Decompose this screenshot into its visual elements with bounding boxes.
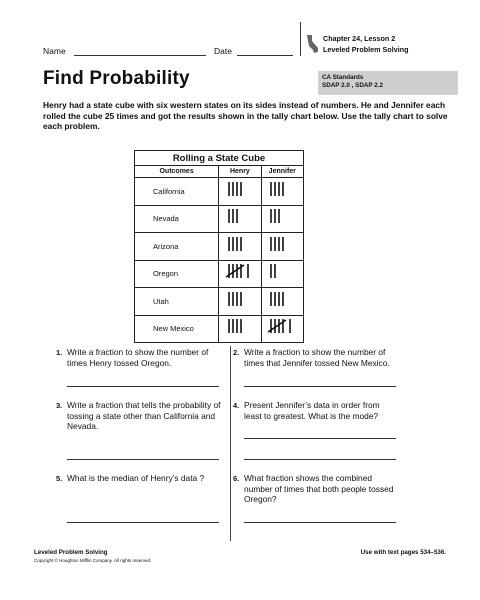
answer-line-2[interactable]	[244, 386, 396, 387]
question-6-number: 6.	[233, 474, 240, 483]
question-1-text: Write a fraction to show the number of times Henry tossed Oregon.	[67, 347, 209, 368]
outcome-label: California	[135, 178, 219, 206]
question-5-text: What is the median of Henry’s data ?	[67, 473, 205, 483]
footer-right: Use with text pages 534–536.	[360, 549, 446, 556]
subtitle-label: Leveled Problem Solving	[323, 45, 409, 54]
standards-codes: SDAP 2.0 , SDAP 2.2	[322, 82, 384, 89]
answer-line-6[interactable]	[244, 522, 396, 523]
table-row	[135, 260, 304, 288]
outcome-label: New Mexico	[135, 315, 219, 343]
chapter-label: Chapter 24, Lesson 2	[323, 34, 396, 43]
jennifer-tally-cell	[261, 233, 303, 261]
question-3-text: Write a fraction that tells the probability of tossing a state other than California and Nevada.	[67, 400, 221, 431]
date-blank[interactable]	[237, 55, 293, 56]
name-label: Name	[43, 46, 66, 56]
table-row	[135, 288, 304, 316]
jennifer-tally-cell	[261, 178, 303, 206]
jennifer-tally-cell	[261, 315, 303, 343]
name-blank[interactable]	[74, 55, 206, 56]
col-header-outcomes: Outcomes	[135, 166, 219, 178]
page-title: Find Probability	[43, 68, 190, 89]
col-header-jennifer: Jennifer	[261, 166, 303, 178]
henry-tally-cell	[219, 315, 261, 343]
tally-marks-henry-3	[223, 261, 257, 281]
answer-line-5[interactable]	[67, 522, 219, 523]
tally-marks-jennifer-5	[265, 316, 299, 336]
footer-copyright: Copyright © Houghton Mifflin Company. All rights reserved.	[34, 558, 152, 563]
tally-marks-henry-0	[223, 179, 257, 199]
tally-marks-jennifer-0	[265, 179, 299, 199]
question-divider	[230, 346, 231, 541]
standards-label: CA Standards	[322, 74, 364, 81]
footer-left: Leveled Problem Solving	[34, 549, 108, 556]
answer-line-1[interactable]	[67, 386, 219, 387]
jennifer-tally-cell	[261, 205, 303, 233]
answer-line-3[interactable]	[67, 459, 219, 460]
answer-line-4a[interactable]	[244, 438, 396, 439]
tally-marks-jennifer-3	[265, 261, 299, 281]
table-row	[135, 178, 304, 206]
date-label: Date	[214, 46, 232, 56]
tally-chart	[134, 150, 304, 343]
col-header-henry: Henry	[219, 166, 261, 178]
tally-marks-henry-4	[223, 289, 257, 309]
tally-marks-jennifer-4	[265, 289, 299, 309]
outcome-label: Nevada	[135, 205, 219, 233]
henry-tally-cell	[219, 233, 261, 261]
outcome-label: Utah	[135, 288, 219, 316]
jennifer-tally-cell	[261, 288, 303, 316]
question-1-number: 1.	[56, 348, 63, 357]
tally-marks-jennifer-1	[265, 206, 299, 226]
standards-box	[318, 71, 458, 95]
henry-tally-cell	[219, 205, 261, 233]
tally-marks-henry-5	[223, 316, 257, 336]
tally-chart-title: Rolling a State Cube	[135, 151, 304, 166]
tally-marks-jennifer-2	[265, 234, 299, 254]
question-2-text: Write a fraction to show the number of times that Jennifer tossed New Mexico.	[244, 347, 390, 368]
question-4-number: 4.	[233, 401, 240, 410]
question-2-number: 2.	[233, 348, 240, 357]
henry-tally-cell	[219, 178, 261, 206]
california-map-icon	[306, 34, 320, 54]
henry-tally-cell	[219, 260, 261, 288]
question-4-text: Present Jennifer’s data in order from least to greatest. What is the mode?	[244, 400, 380, 421]
tally-marks-henry-2	[223, 234, 257, 254]
jennifer-tally-cell	[261, 260, 303, 288]
outcome-label: Oregon	[135, 260, 219, 288]
question-3-number: 3.	[56, 401, 63, 410]
outcome-label: Arizona	[135, 233, 219, 261]
henry-tally-cell	[219, 288, 261, 316]
tally-marks-henry-1	[223, 206, 257, 226]
table-row	[135, 315, 304, 343]
header-divider	[300, 22, 301, 56]
table-row	[135, 205, 304, 233]
question-6-text: What fraction shows the combined number of times that both people tossed Oregon?	[244, 473, 394, 504]
table-row	[135, 233, 304, 261]
question-5-number: 5.	[56, 474, 63, 483]
answer-line-4b[interactable]	[244, 459, 396, 460]
intro-text: Henry had a state cube with six western states on its sides instead of numbers. He and Jennifer each rolled the cube 25 times and got the results shown in the tally chart below. Use the tally chart to solve each problem.	[43, 100, 448, 131]
